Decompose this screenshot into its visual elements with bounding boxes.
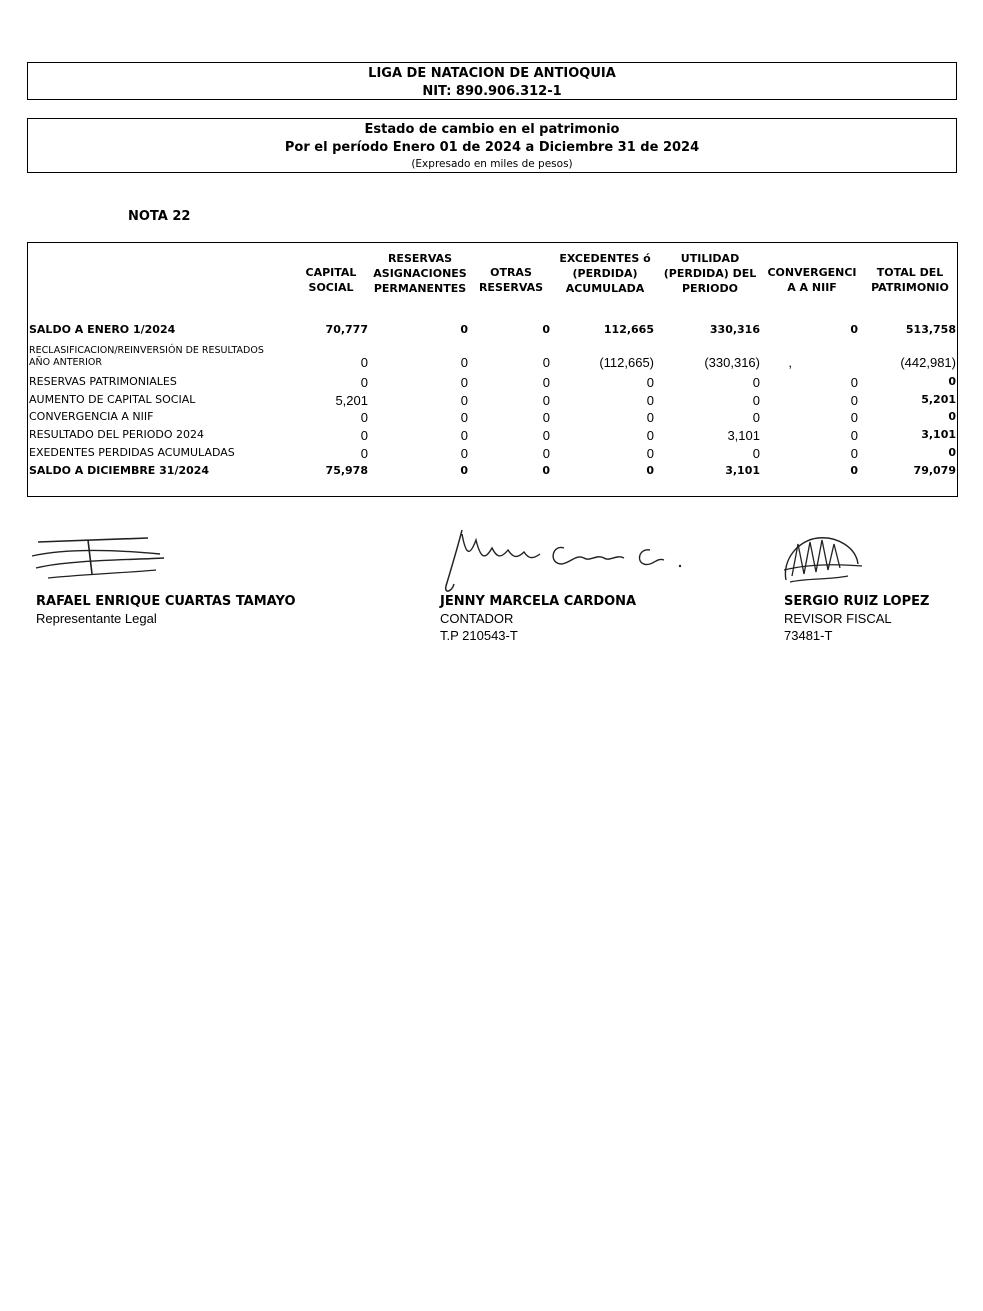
org-name: LIGA DE NATACION DE ANTIOQUIA bbox=[368, 66, 616, 81]
row-label: CONVERGENCIA A NIIF bbox=[29, 410, 154, 423]
table-row bbox=[28, 446, 957, 463]
cell-value: 0 bbox=[460, 323, 468, 336]
cell-value: 0 bbox=[460, 393, 468, 408]
signature-block-revisor bbox=[784, 593, 929, 644]
header-line: ACUMULADA bbox=[565, 282, 645, 295]
org-nit: NIT: 890.906.312-1 bbox=[422, 84, 562, 99]
signer-name: JENNY MARCELA CARDONA bbox=[440, 594, 637, 609]
cell-value: 0 bbox=[460, 375, 468, 390]
cell-value: (442,981) bbox=[900, 355, 956, 370]
cell-value: 0 bbox=[542, 464, 550, 477]
signer-name: RAFAEL ENRIQUE CUARTAS TAMAYO bbox=[36, 594, 296, 609]
table-row bbox=[28, 464, 957, 481]
column-header-utilidad bbox=[660, 251, 760, 296]
cell-value: 0 bbox=[360, 355, 368, 370]
cell-value: 0 bbox=[646, 393, 654, 408]
cell-value: 0 bbox=[646, 410, 654, 425]
signer-role: REVISOR FISCAL bbox=[784, 611, 892, 626]
report-units-note: (Expresado en miles de pesos) bbox=[411, 158, 573, 170]
cell-value: 0 bbox=[542, 446, 550, 461]
cell-value: 0 bbox=[752, 393, 760, 408]
header-line: (PERDIDA) bbox=[572, 267, 638, 280]
column-header-convergencia bbox=[762, 265, 862, 295]
cell-value: 0 bbox=[360, 410, 368, 425]
cell-value: 0 bbox=[850, 323, 858, 336]
cell-value: 0 bbox=[542, 323, 550, 336]
column-header-excedentes bbox=[550, 251, 660, 296]
cell-value: 0 bbox=[850, 464, 858, 477]
cell-value: 0 bbox=[948, 410, 956, 423]
cell-value: 0 bbox=[850, 428, 858, 443]
cell-value: 0 bbox=[646, 446, 654, 461]
cell-value: 3,101 bbox=[921, 428, 956, 441]
report-period: Por el período Enero 01 de 2024 a Diciembre 31 de 2024 bbox=[284, 140, 700, 155]
cell-value: 0 bbox=[850, 375, 858, 390]
header-line: TOTAL DEL bbox=[876, 266, 944, 279]
cell-value: 0 bbox=[460, 428, 468, 443]
header-line: RESERVAS bbox=[478, 281, 544, 294]
header-line: A A NIIF bbox=[787, 281, 837, 294]
cell-value: 0 bbox=[460, 464, 468, 477]
row-label bbox=[29, 345, 264, 369]
header-line: CAPITAL bbox=[305, 266, 357, 279]
cell-value: (330,316) bbox=[704, 355, 760, 370]
header-line: (PERDIDA) DEL bbox=[663, 267, 757, 280]
cell-value: 3,101 bbox=[725, 464, 760, 477]
cell-value: 0 bbox=[752, 410, 760, 425]
cell-value: 0 bbox=[850, 393, 858, 408]
column-header-total-patrimonio bbox=[862, 265, 958, 295]
cell-value: 70,777 bbox=[325, 323, 368, 336]
cell-value: 0 bbox=[752, 446, 760, 461]
header-line: RESERVAS bbox=[387, 252, 453, 265]
cell-value: 0 bbox=[646, 375, 654, 390]
header-line: UTILIDAD bbox=[680, 252, 740, 265]
report-title-box bbox=[27, 118, 957, 173]
signature-sergio-image bbox=[778, 530, 868, 590]
cell-value: 0 bbox=[948, 446, 956, 459]
row-label: RESULTADO DEL PERIODO 2024 bbox=[29, 428, 205, 441]
header-line: CONVERGENCI bbox=[767, 266, 857, 279]
cell-value: , bbox=[788, 355, 792, 370]
cell-value: 0 bbox=[850, 410, 858, 425]
cell-value: 112,665 bbox=[603, 323, 654, 336]
cell-value: 0 bbox=[460, 355, 468, 370]
cell-value: 79,079 bbox=[913, 464, 956, 477]
cell-value: 0 bbox=[542, 410, 550, 425]
table-row bbox=[28, 375, 957, 392]
row-label: AUMENTO DE CAPITAL SOCIAL bbox=[29, 393, 196, 406]
cell-value: 5,201 bbox=[335, 393, 368, 408]
table-row bbox=[28, 345, 957, 370]
row-label: SALDO A ENERO 1/2024 bbox=[29, 323, 176, 336]
column-header-otras-reservas bbox=[474, 265, 548, 295]
signature-rafael-image bbox=[28, 534, 168, 584]
signer-role: Representante Legal bbox=[36, 611, 157, 626]
cell-value: 0 bbox=[948, 375, 956, 388]
cell-value: 3,101 bbox=[727, 428, 760, 443]
cell-value: 0 bbox=[360, 446, 368, 461]
cell-value: 75,978 bbox=[325, 464, 368, 477]
header-line: SOCIAL bbox=[308, 281, 354, 294]
signature-block-contador bbox=[440, 593, 636, 644]
cell-value: (112,665) bbox=[599, 355, 654, 370]
column-header-capital-social bbox=[296, 265, 366, 295]
cell-value: 0 bbox=[360, 375, 368, 390]
signer-license: 73481-T bbox=[784, 628, 833, 643]
cell-value: 0 bbox=[850, 446, 858, 461]
cell-value: 0 bbox=[460, 410, 468, 425]
cell-value: 0 bbox=[542, 375, 550, 390]
cell-value: 0 bbox=[752, 375, 760, 390]
signature-jenny-image bbox=[436, 526, 686, 596]
report-title: Estado de cambio en el patrimonio bbox=[364, 122, 620, 137]
header-line: ASIGNACIONES bbox=[373, 267, 467, 280]
cell-value: 0 bbox=[646, 464, 654, 477]
signature-block-legal bbox=[36, 593, 296, 627]
row-label-line: RECLASIFICACION/REINVERSIÓN DE RESULTADOS bbox=[29, 345, 264, 356]
cell-value: 0 bbox=[542, 355, 550, 370]
cell-value: 330,316 bbox=[709, 323, 760, 336]
table-row bbox=[28, 410, 957, 427]
header-line: OTRAS bbox=[490, 266, 532, 279]
cell-value: 0 bbox=[646, 428, 654, 443]
header-line: PERMANENTES bbox=[373, 282, 467, 295]
signer-license: T.P 210543-T bbox=[440, 628, 518, 643]
cell-value: 0 bbox=[360, 428, 368, 443]
cell-value: 0 bbox=[542, 428, 550, 443]
cell-value: 0 bbox=[542, 393, 550, 408]
column-header-reservas-asignaciones bbox=[366, 251, 474, 296]
nota-label: NOTA 22 bbox=[128, 209, 191, 224]
table-row bbox=[28, 393, 957, 410]
header-line: EXCEDENTES ó bbox=[559, 252, 651, 265]
table-row bbox=[28, 323, 957, 340]
cell-value: 5,201 bbox=[921, 393, 956, 406]
row-label-line: AÑO ANTERIOR bbox=[29, 357, 102, 368]
header-line: PATRIMONIO bbox=[871, 281, 949, 294]
cell-value: 0 bbox=[460, 446, 468, 461]
signer-role: CONTADOR bbox=[440, 611, 514, 626]
row-label: RESERVAS PATRIMONIALES bbox=[29, 375, 177, 388]
equity-table bbox=[27, 242, 958, 497]
row-label: EXEDENTES PERDIDAS ACUMULADAS bbox=[29, 446, 235, 459]
header-box bbox=[27, 62, 957, 100]
signer-name: SERGIO RUIZ LOPEZ bbox=[784, 594, 930, 609]
table-row bbox=[28, 428, 957, 445]
header-line: PERIODO bbox=[682, 282, 738, 295]
row-label: SALDO A DICIEMBRE 31/2024 bbox=[29, 464, 210, 477]
cell-value: 513,758 bbox=[905, 323, 956, 336]
